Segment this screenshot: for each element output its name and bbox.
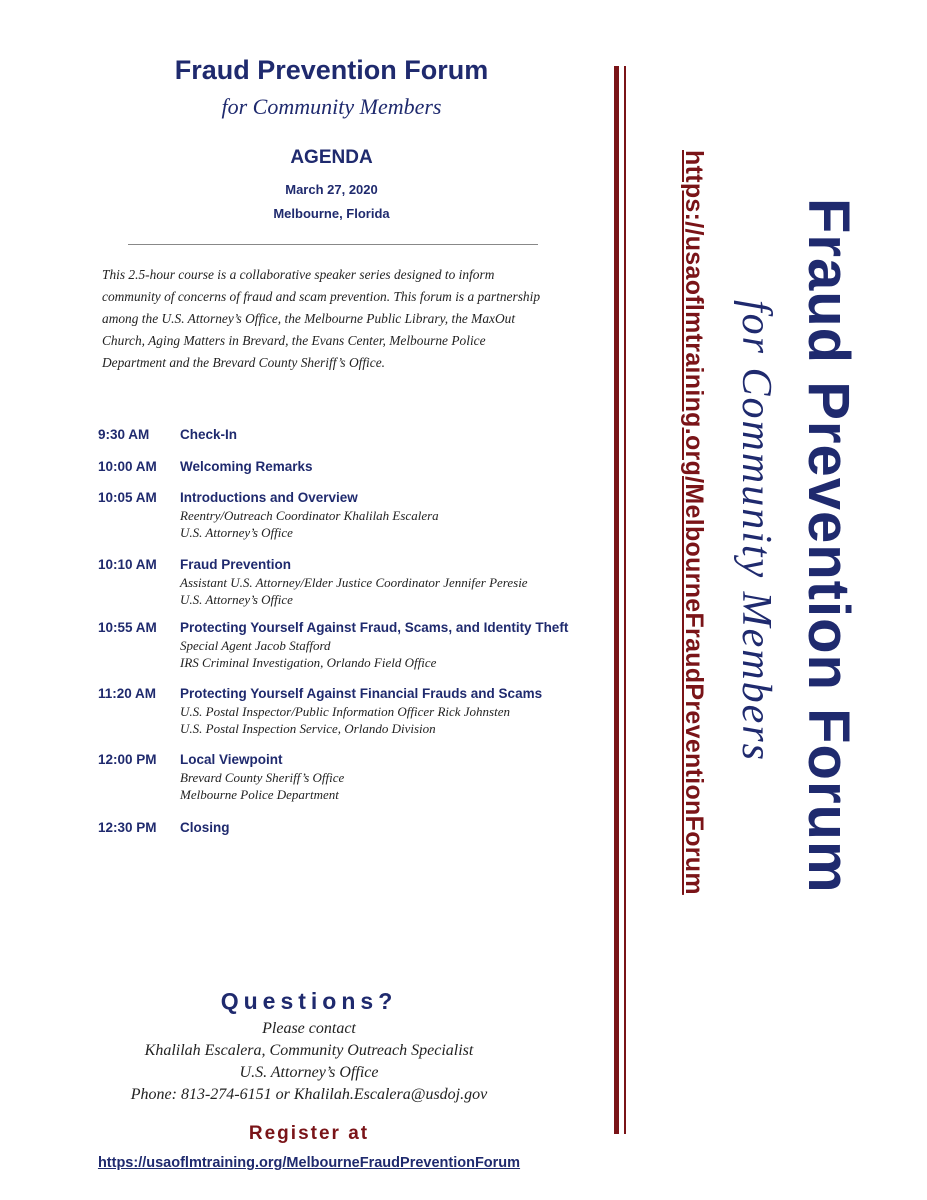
- event-date: March 27, 2020: [285, 182, 378, 197]
- agenda-time: 9:30 AM: [98, 427, 150, 442]
- agenda-session-title: Closing: [180, 820, 230, 835]
- agenda-speaker-detail: IRS Criminal Investigation, Orlando Field Office: [180, 655, 437, 670]
- agenda-time: 10:55 AM: [98, 620, 157, 635]
- page-subtitle: for Community Members: [221, 94, 442, 119]
- questions-heading: Questions?: [220, 988, 398, 1014]
- agenda-session-title: Welcoming Remarks: [180, 459, 313, 474]
- agenda-time: 12:00 PM: [98, 752, 157, 767]
- agenda-time: 10:00 AM: [98, 459, 157, 474]
- side-title: Fraud Prevention Forum: [796, 198, 861, 894]
- agenda-session-title: Protecting Yourself Against Fraud, Scams, and Identity Theft: [180, 620, 569, 635]
- page-title: Fraud Prevention Forum: [174, 55, 489, 85]
- contact-phone-email: Phone: 813-274-6151 or Khalilah.Escalera@usdoj.gov: [130, 1086, 488, 1103]
- intro-paragraph: This 2.5-hour course is a collaborative speaker series designed to inform community of concerns of fraud and scam prevention. This forum is a partnership among the U.S. Attorney’s Office, the Melbourne Public Library, the MaxOut Church, Aging Matters in Brevard, the Evans Center, Melbourne Police Department and the Brevard County Sheriff’s Office.: [102, 267, 541, 370]
- divider-line-thick: [614, 66, 619, 1134]
- agenda-session-title: Introductions and Overview: [180, 490, 358, 505]
- agenda-time: 10:05 AM: [98, 490, 157, 505]
- side-subtitle: for Community Members: [733, 300, 779, 762]
- agenda-speaker-detail: Assistant U.S. Attorney/Elder Justice Coordinator Jennifer Peresie: [180, 575, 528, 590]
- agenda-speaker-detail: Brevard County Sheriff’s Office: [180, 770, 345, 785]
- agenda-speaker-detail: Melbourne Police Department: [180, 787, 339, 802]
- agenda-session-title: Protecting Yourself Against Financial Frauds and Scams: [180, 686, 543, 701]
- agenda-speaker-detail: U.S. Attorney’s Office: [180, 525, 293, 540]
- agenda-speaker-detail: U.S. Attorney’s Office: [180, 592, 293, 607]
- contact-name: Khalilah Escalera, Community Outreach Specialist: [144, 1042, 474, 1059]
- agenda-speaker-detail: Special Agent Jacob Stafford: [180, 638, 331, 653]
- register-label: Register at: [248, 1123, 370, 1144]
- agenda-session-title: Check-In: [180, 427, 238, 442]
- agenda-speaker-detail: U.S. Postal Inspector/Public Information Officer Rick Johnsten: [180, 704, 510, 719]
- contact-line: Please contact: [262, 1020, 356, 1037]
- side-registration-link[interactable]: https://usaoflmtraining.org/MelbourneFraudPreventionForum: [680, 150, 708, 895]
- agenda-session-title: Fraud Prevention: [180, 557, 292, 572]
- agenda-session-title: Local Viewpoint: [180, 752, 283, 767]
- divider: [128, 244, 538, 245]
- contact-office: U.S. Attorney’s Office: [239, 1064, 379, 1081]
- agenda-heading: AGENDA: [290, 147, 373, 168]
- register-link[interactable]: https://usaoflmtraining.org/MelbourneFraudPreventionForum: [97, 1155, 521, 1171]
- agenda-speaker-detail: Reentry/Outreach Coordinator Khalilah Escalera: [180, 508, 439, 523]
- agenda-time: 10:10 AM: [98, 557, 157, 572]
- divider-line-thin: [624, 66, 626, 1134]
- agenda-time: 12:30 PM: [98, 820, 157, 835]
- agenda-speaker-detail: U.S. Postal Inspection Service, Orlando Division: [180, 721, 436, 736]
- agenda-time: 11:20 AM: [98, 686, 157, 701]
- event-location: Melbourne, Florida: [273, 206, 390, 221]
